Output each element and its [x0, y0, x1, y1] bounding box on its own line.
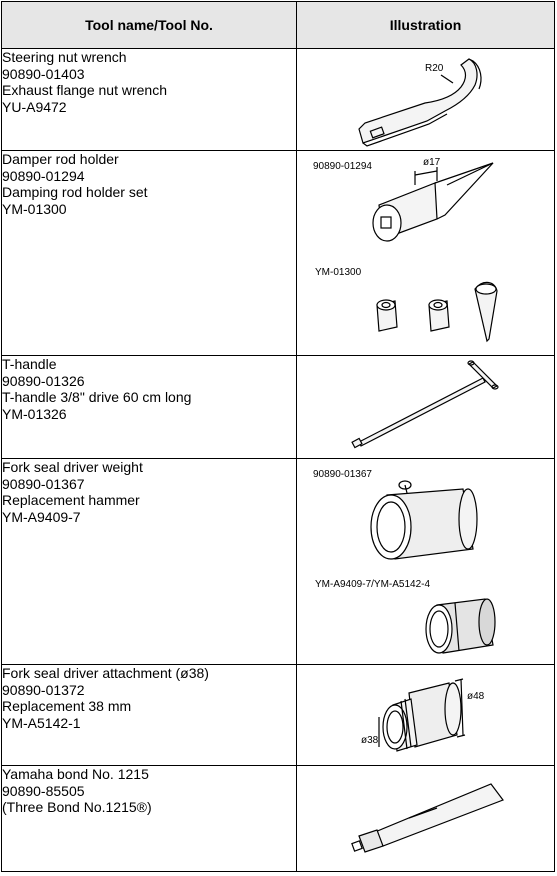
- tool-number: 90890-01294: [2, 167, 85, 184]
- tool-number: 90890-01326: [2, 372, 85, 389]
- tool-name: Yamaha bond No. 1215: [2, 766, 149, 782]
- table-header-row: [2, 2, 555, 49]
- tool-number: 90890-01403: [2, 65, 85, 82]
- fork-seal-driver-weight-illustration: [297, 459, 554, 664]
- illustration-cell: [297, 356, 555, 459]
- illustration-cell: [297, 459, 555, 665]
- tool-number: 90890-01372: [2, 681, 85, 698]
- tool-name: Damper rod holder: [2, 151, 119, 167]
- tool-name-cell: [2, 356, 297, 459]
- dimension-label: ø17: [423, 157, 441, 168]
- replacement-number-label: YM-A9409-7/YM-A5142-4: [315, 579, 431, 590]
- tool-name-cell: [2, 49, 297, 151]
- tool-name-cell: [2, 766, 297, 872]
- special-tools-table: [1, 1, 555, 872]
- tool-number-alt: YM-01326: [2, 405, 67, 422]
- set-number-label: YM-01300: [315, 267, 362, 278]
- tool-name: T-handle: [2, 356, 57, 372]
- tool-name: Fork seal driver weight: [2, 459, 143, 475]
- table-row: [2, 356, 555, 459]
- dimension-label: R20: [425, 63, 444, 74]
- table-row: [2, 151, 555, 356]
- illustration-cell: [297, 766, 555, 872]
- bond-tube-illustration: [297, 766, 554, 871]
- header-tool-name: Tool name/Tool No.: [2, 2, 297, 49]
- tool-number: 90890-85505: [2, 782, 85, 799]
- tool-name-alt: Replacement hammer: [2, 492, 140, 509]
- tool-name: Fork seal driver attachment (ø38): [2, 665, 209, 681]
- header-illustration: Illustration: [297, 2, 555, 49]
- t-handle-illustration: [297, 356, 554, 458]
- table-row: [2, 459, 555, 665]
- tool-name: Steering nut wrench: [2, 49, 127, 65]
- inner-diameter-label: ø38: [361, 735, 379, 746]
- tool-name-alt: T-handle 3/8" drive 60 cm long: [2, 389, 192, 406]
- tool-number-alt: YU-A9472: [2, 98, 67, 115]
- damper-rod-holder-illustration: [297, 151, 554, 355]
- tool-name-alt: (Three Bond No.1215®): [2, 799, 152, 816]
- table-row: [2, 665, 555, 766]
- tool-name-cell: [2, 151, 297, 356]
- tool-number-alt: YM-01300: [2, 200, 67, 217]
- illustration-cell: [297, 151, 555, 356]
- tool-name-alt: Replacement 38 mm: [2, 698, 132, 715]
- outer-diameter-label: ø48: [467, 691, 485, 702]
- tool-name-alt: Exhaust flange nut wrench: [2, 82, 167, 99]
- steering-nut-wrench-illustration: [297, 49, 554, 150]
- tool-name-cell: [2, 459, 297, 665]
- tool-name-cell: [2, 665, 297, 766]
- part-number-label: 90890-01367: [313, 469, 372, 480]
- table-row: [2, 766, 555, 872]
- table-row: [2, 49, 555, 151]
- tool-number: 90890-01367: [2, 475, 85, 492]
- part-number-label: 90890-01294: [313, 161, 372, 172]
- illustration-cell: [297, 49, 555, 151]
- tool-number-alt: YM-A9409-7: [2, 508, 81, 525]
- illustration-cell: [297, 665, 555, 766]
- fork-seal-driver-attachment-illustration: [297, 665, 554, 765]
- tool-number-alt: YM-A5142-1: [2, 714, 81, 731]
- tool-name-alt: Damping rod holder set: [2, 184, 148, 201]
